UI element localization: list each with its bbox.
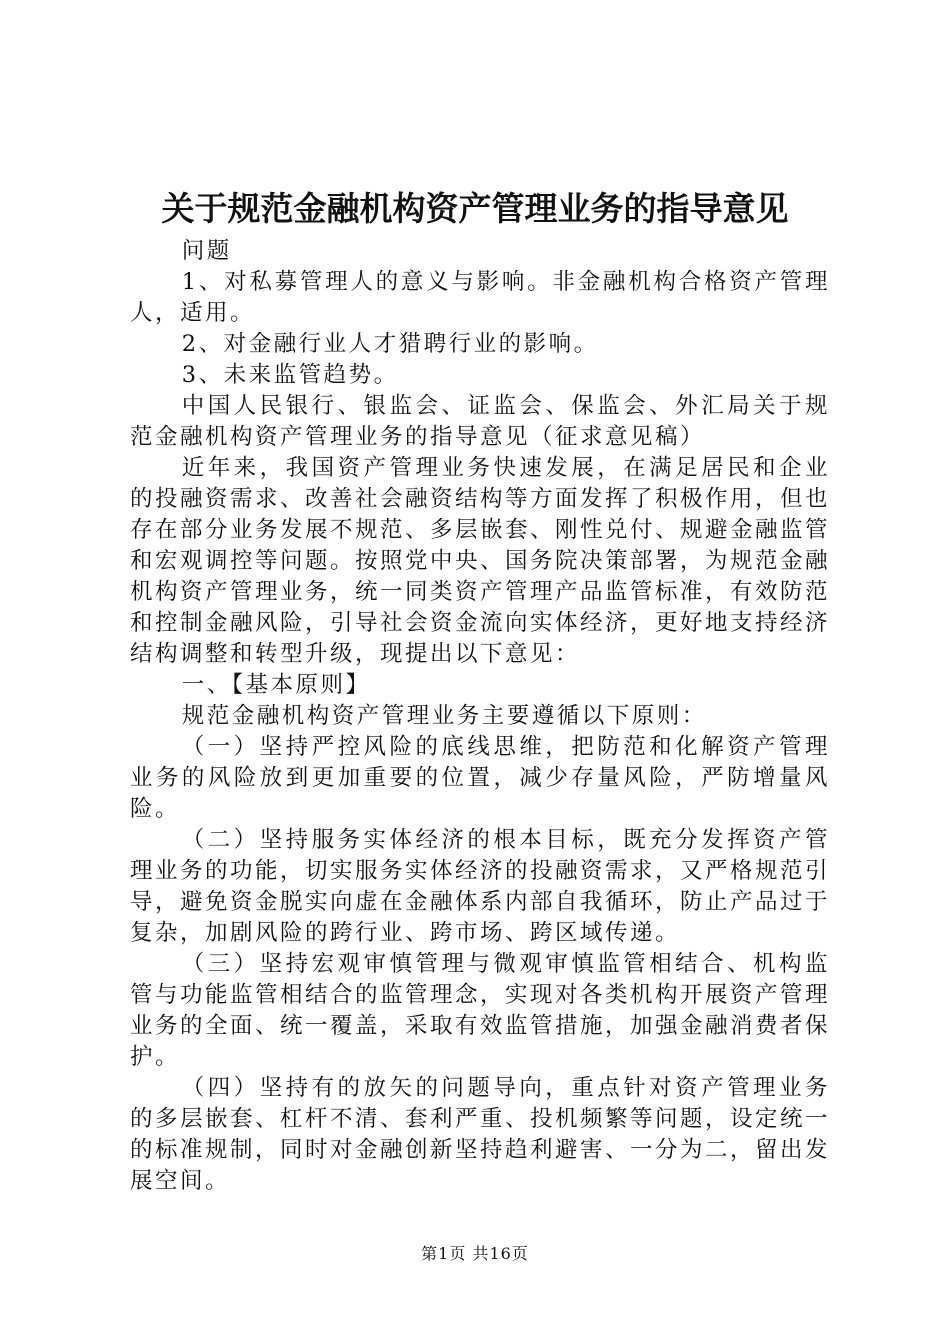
section-heading-basic-principles: 一、【基本原则】	[181, 672, 371, 698]
paragraph-question-3: 3、未来监管趋势。	[181, 362, 399, 388]
paragraph-question-1: 1、对私募管理人的意义与影响。非金融机构合格资产管理人，适用。	[130, 269, 830, 326]
page-footer: 第1页 共16页	[421, 1244, 529, 1263]
paragraph-principle-1: （一）坚持严控风险的底线思维，把防范和化解资产管理业务的风险放到更加重要的位置，减少存量风险，严防增量风险。	[130, 734, 830, 822]
paragraph-intro: 近年来，我国资产管理业务快速发展，在满足居民和企业的投融资需求、改善社会融资结构等方面发挥了积极作用，但也存在部分业务发展不规范、多层嵌套、刚性兑付、规避金融监管和宏观调控等问题。按照党中央、国务院决策部署，为规范金融机构资产管理业务，统一同类资产管理产品监管标准，有效防范和控制金融风险，引导社会资金流向实体经济，更好地支持经济结构调整和转型升级，现提出以下意见：	[130, 455, 831, 667]
paragraph-principle-2: （二）坚持服务实体经济的根本目标，既充分发挥资产管理业务的功能，切实服务实体经济的投融资需求，又严格规范引导，避免资金脱实向虚在金融体系内部自我循环，防止产品过于复杂，加剧风险的跨行业、跨市场、跨区域传递。	[130, 827, 831, 946]
paragraph-questions-heading: 问题	[181, 238, 232, 264]
paragraph-principle-4: （四）坚持有的放矢的问题导向，重点针对资产管理业务的多层嵌套、杠杆不清、套利严重、投机频繁等问题，设定统一的标准规制，同时对金融创新坚持趋利避害、一分为二，留出发展空间。	[130, 1075, 831, 1194]
paragraph-principles-lead: 规范金融机构资产管理业务主要遵循以下原则：	[181, 703, 707, 729]
paragraph-document-name: 中国人民银行、银监会、证监会、保监会、外汇局关于规范金融机构资产管理业务的指导意见（征求意见稿）	[130, 393, 830, 450]
page-title: 关于规范金融机构资产管理业务的指导意见	[161, 189, 789, 228]
paragraph-principle-3: （三）坚持宏观审慎管理与微观审慎监管相结合、机构监管与功能监管相结合的监管理念，实现对各类机构开展资产管理业务的全面、统一覆盖，采取有效监管措施，加强金融消费者保护。	[130, 951, 831, 1070]
paragraph-question-2: 2、对金融行业人才猎聘行业的影响。	[181, 331, 599, 357]
document-body	[130, 236, 830, 1197]
